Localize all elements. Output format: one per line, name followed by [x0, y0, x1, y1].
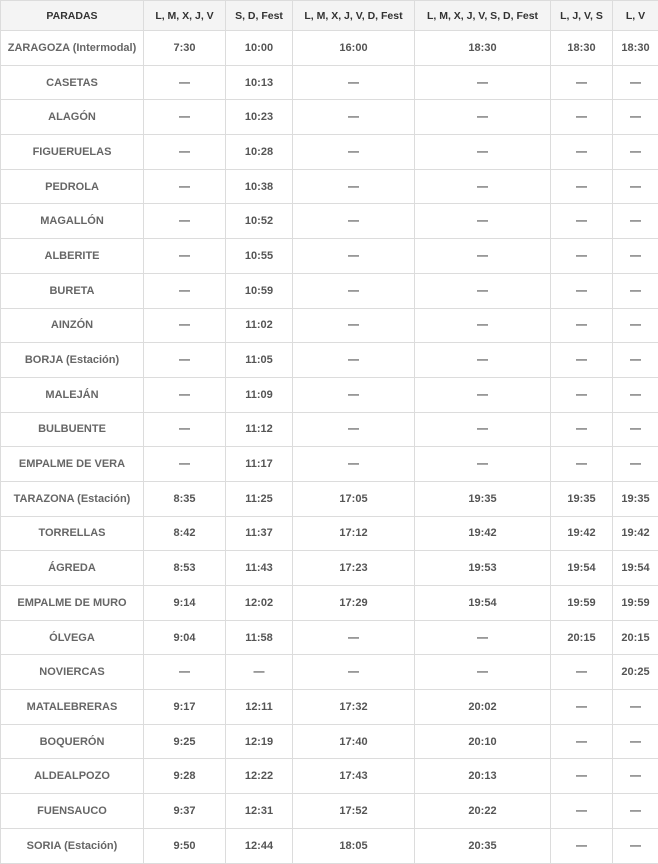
departure-time: 7:30 — [144, 31, 226, 66]
departure-time: — — [613, 100, 658, 135]
stop-name: ÓLVEGA — [1, 620, 144, 655]
departure-time: — — [415, 204, 551, 239]
departure-time: 19:35 — [415, 481, 551, 516]
departure-time: — — [551, 239, 613, 274]
departure-time: 11:05 — [226, 343, 293, 378]
stop-name: MALEJÁN — [1, 377, 144, 412]
departure-time: — — [293, 447, 415, 482]
departure-time: 10:28 — [226, 135, 293, 170]
table-row — [1, 135, 658, 170]
table-row — [1, 65, 658, 100]
departure-time: — — [144, 343, 226, 378]
table-row — [1, 551, 658, 586]
departure-time: 20:15 — [613, 620, 658, 655]
departure-time: 10:59 — [226, 273, 293, 308]
departure-time: — — [293, 620, 415, 655]
departure-time: 20:02 — [415, 690, 551, 725]
departure-time: — — [613, 169, 658, 204]
departure-time: 17:05 — [293, 481, 415, 516]
column-header-schedule: L, M, X, J, V — [144, 1, 226, 31]
departure-time: 19:42 — [551, 516, 613, 551]
departure-time: — — [293, 412, 415, 447]
departure-time: 9:14 — [144, 586, 226, 621]
table-row — [1, 759, 658, 794]
departure-time: 10:52 — [226, 204, 293, 239]
departure-time: — — [551, 308, 613, 343]
departure-time: 12:02 — [226, 586, 293, 621]
departure-time: 11:09 — [226, 377, 293, 412]
departure-time: — — [613, 65, 658, 100]
stop-name: BULBUENTE — [1, 412, 144, 447]
departure-time: 9:17 — [144, 690, 226, 725]
departure-time: 10:23 — [226, 100, 293, 135]
departure-time: — — [293, 377, 415, 412]
departure-time: — — [415, 239, 551, 274]
departure-time: — — [551, 447, 613, 482]
departure-time: — — [613, 273, 658, 308]
departure-time: 11:12 — [226, 412, 293, 447]
column-header-schedule: S, D, Fest — [226, 1, 293, 31]
departure-time: 19:59 — [613, 586, 658, 621]
departure-time: 20:10 — [415, 724, 551, 759]
departure-time: 11:17 — [226, 447, 293, 482]
departure-time: — — [551, 135, 613, 170]
departure-time: — — [415, 135, 551, 170]
table-row — [1, 377, 658, 412]
departure-time: 20:25 — [613, 655, 658, 690]
stop-name: AINZÓN — [1, 308, 144, 343]
table-row — [1, 31, 658, 66]
departure-time: 19:42 — [415, 516, 551, 551]
table-row — [1, 794, 658, 829]
table-row — [1, 100, 658, 135]
departure-time: — — [293, 135, 415, 170]
departure-time: 18:05 — [293, 828, 415, 863]
table-row — [1, 620, 658, 655]
stop-name: ZARAGOZA (Intermodal) — [1, 31, 144, 66]
stop-name: TARAZONA (Estación) — [1, 481, 144, 516]
departure-time: — — [415, 169, 551, 204]
table-row — [1, 273, 658, 308]
departure-time: — — [613, 794, 658, 829]
table-row — [1, 586, 658, 621]
departure-time: 9:04 — [144, 620, 226, 655]
departure-time: 19:35 — [613, 481, 658, 516]
departure-time: 11:02 — [226, 308, 293, 343]
stop-name: FIGUERUELAS — [1, 135, 144, 170]
departure-time: — — [415, 100, 551, 135]
departure-time: — — [613, 377, 658, 412]
table-row — [1, 239, 658, 274]
departure-time: 10:13 — [226, 65, 293, 100]
departure-time: — — [144, 377, 226, 412]
stop-name: BOQUERÓN — [1, 724, 144, 759]
departure-time: — — [613, 724, 658, 759]
departure-time: 17:29 — [293, 586, 415, 621]
departure-time: — — [551, 65, 613, 100]
departure-time: — — [144, 65, 226, 100]
departure-time: 19:54 — [415, 586, 551, 621]
departure-time: — — [551, 655, 613, 690]
departure-time: 11:43 — [226, 551, 293, 586]
departure-time: 12:22 — [226, 759, 293, 794]
departure-time: — — [551, 169, 613, 204]
departure-time: — — [415, 273, 551, 308]
departure-time: — — [613, 308, 658, 343]
column-header-schedule: L, J, V, S — [551, 1, 613, 31]
departure-time: 18:30 — [613, 31, 658, 66]
stop-name: EMPALME DE MURO — [1, 586, 144, 621]
stop-name: ÁGREDA — [1, 551, 144, 586]
departure-time: — — [415, 343, 551, 378]
stop-name: NOVIERCAS — [1, 655, 144, 690]
stop-name: MAGALLÓN — [1, 204, 144, 239]
stop-name: ALDEALPOZO — [1, 759, 144, 794]
departure-time: — — [415, 377, 551, 412]
stop-name: ALBERITE — [1, 239, 144, 274]
departure-time: 9:37 — [144, 794, 226, 829]
departure-time: — — [551, 412, 613, 447]
departure-time: — — [293, 655, 415, 690]
departure-time: 9:50 — [144, 828, 226, 863]
departure-time: — — [415, 447, 551, 482]
departure-time: 17:32 — [293, 690, 415, 725]
departure-time: 17:52 — [293, 794, 415, 829]
departure-time: — — [293, 100, 415, 135]
stop-name: PEDROLA — [1, 169, 144, 204]
departure-time: 8:53 — [144, 551, 226, 586]
table-row — [1, 828, 658, 863]
departure-time: 11:37 — [226, 516, 293, 551]
departure-time: 11:25 — [226, 481, 293, 516]
departure-time: — — [144, 308, 226, 343]
table-row — [1, 516, 658, 551]
table-row — [1, 308, 658, 343]
departure-time: — — [551, 690, 613, 725]
departure-time: — — [551, 377, 613, 412]
header-row — [1, 1, 658, 31]
departure-time: — — [613, 412, 658, 447]
schedule-header — [1, 1, 658, 31]
departure-time: 10:55 — [226, 239, 293, 274]
departure-time: — — [551, 204, 613, 239]
departure-time: — — [144, 412, 226, 447]
departure-time: — — [144, 100, 226, 135]
table-row — [1, 690, 658, 725]
departure-time: 19:35 — [551, 481, 613, 516]
departure-time: 10:38 — [226, 169, 293, 204]
departure-time: 12:19 — [226, 724, 293, 759]
departure-time: — — [293, 239, 415, 274]
departure-time: — — [293, 65, 415, 100]
departure-time: — — [613, 828, 658, 863]
table-row — [1, 169, 658, 204]
departure-time: 12:11 — [226, 690, 293, 725]
stop-name: CASETAS — [1, 65, 144, 100]
departure-time: 12:44 — [226, 828, 293, 863]
stop-name: TORRELLAS — [1, 516, 144, 551]
departure-time: 19:53 — [415, 551, 551, 586]
schedule-body — [1, 31, 658, 864]
departure-time: 19:59 — [551, 586, 613, 621]
departure-time: — — [613, 690, 658, 725]
departure-time: — — [551, 794, 613, 829]
departure-time: — — [551, 100, 613, 135]
departure-time: 8:35 — [144, 481, 226, 516]
departure-time: — — [415, 620, 551, 655]
stop-name: FUENSAUCO — [1, 794, 144, 829]
table-row — [1, 724, 658, 759]
departure-time: — — [551, 343, 613, 378]
departure-time: — — [415, 655, 551, 690]
departure-time: — — [144, 204, 226, 239]
departure-time: — — [293, 204, 415, 239]
departure-time: — — [613, 239, 658, 274]
departure-time: — — [293, 169, 415, 204]
departure-time: — — [293, 308, 415, 343]
column-header-schedule: L, M, X, J, V, S, D, Fest — [415, 1, 551, 31]
table-row — [1, 481, 658, 516]
departure-time: 17:43 — [293, 759, 415, 794]
departure-time: — — [551, 759, 613, 794]
stop-name: MATALEBRERAS — [1, 690, 144, 725]
departure-time: 20:22 — [415, 794, 551, 829]
departure-time: 19:54 — [613, 551, 658, 586]
departure-time: — — [144, 447, 226, 482]
departure-time: 17:23 — [293, 551, 415, 586]
table-row — [1, 447, 658, 482]
departure-time: 18:30 — [551, 31, 613, 66]
departure-time: 19:54 — [551, 551, 613, 586]
departure-time: 16:00 — [293, 31, 415, 66]
column-header-schedule: L, M, X, J, V, D, Fest — [293, 1, 415, 31]
departure-time: 12:31 — [226, 794, 293, 829]
departure-time: — — [613, 343, 658, 378]
departure-time: 18:30 — [415, 31, 551, 66]
departure-time: — — [613, 204, 658, 239]
departure-time: 9:28 — [144, 759, 226, 794]
departure-time: 17:12 — [293, 516, 415, 551]
departure-time: 20:13 — [415, 759, 551, 794]
departure-time: 9:25 — [144, 724, 226, 759]
departure-time: — — [144, 135, 226, 170]
departure-time: — — [415, 412, 551, 447]
departure-time: — — [613, 447, 658, 482]
departure-time: — — [144, 169, 226, 204]
departure-time: — — [144, 273, 226, 308]
departure-time: — — [613, 759, 658, 794]
stop-name: ALAGÓN — [1, 100, 144, 135]
departure-time: 20:35 — [415, 828, 551, 863]
column-header-schedule: L, V — [613, 1, 658, 31]
departure-time: — — [613, 135, 658, 170]
departure-time: — — [551, 273, 613, 308]
departure-time: — — [415, 308, 551, 343]
departure-time: 8:42 — [144, 516, 226, 551]
table-row — [1, 655, 658, 690]
departure-time: — — [293, 273, 415, 308]
departure-time: — — [551, 724, 613, 759]
table-row — [1, 412, 658, 447]
column-header-stops: PARADAS — [1, 1, 144, 31]
stop-name: BURETA — [1, 273, 144, 308]
departure-time: 19:42 — [613, 516, 658, 551]
departure-time: — — [551, 828, 613, 863]
stop-name: BORJA (Estación) — [1, 343, 144, 378]
departure-time: 11:58 — [226, 620, 293, 655]
departure-time: — — [144, 239, 226, 274]
departure-time: — — [293, 343, 415, 378]
departure-time: 10:00 — [226, 31, 293, 66]
departure-time: 17:40 — [293, 724, 415, 759]
table-row — [1, 343, 658, 378]
departure-time: — — [415, 65, 551, 100]
stop-name: EMPALME DE VERA — [1, 447, 144, 482]
departure-time: — — [226, 655, 293, 690]
stop-name: SORIA (Estación) — [1, 828, 144, 863]
table-row — [1, 204, 658, 239]
departure-time: 20:15 — [551, 620, 613, 655]
departure-time: — — [144, 655, 226, 690]
